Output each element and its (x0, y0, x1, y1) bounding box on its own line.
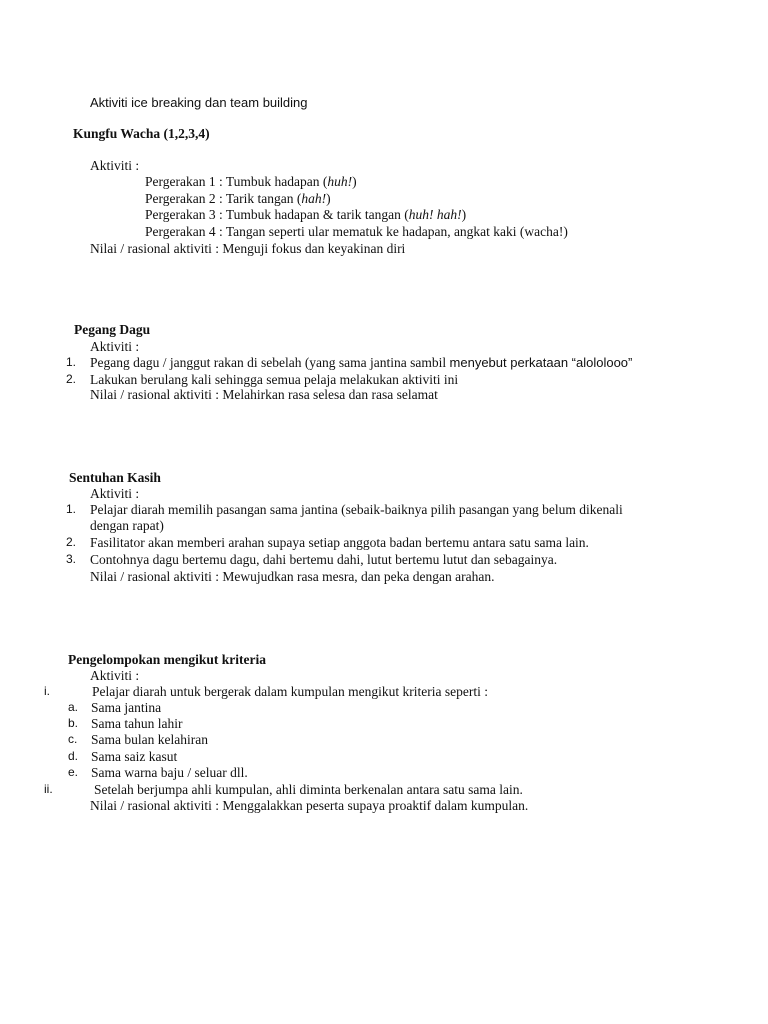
nilai-sentuhan: Nilai / rasional aktiviti : Mewujudkan rasa mesra, dan peka dengan arahan. (90, 569, 495, 584)
list-marker: 3. (66, 552, 77, 566)
list-marker: 2. (66, 535, 77, 549)
sub-list-item: Sama tahun lahir (91, 716, 183, 731)
move-3-close: ) (461, 207, 467, 222)
move-2-sound: hah! (301, 191, 327, 206)
aktiviti-label-pengelompokan: Aktiviti : (90, 668, 140, 683)
list-item: Contohnya dagu bertemu dagu, dahi bertemu dahi, lutut bertemu lutut dan sebagainya. (90, 552, 558, 567)
section-heading-sentuhan: Sentuhan Kasih (69, 470, 161, 485)
aktiviti-label-kungfu: Aktiviti : (90, 158, 140, 173)
section-heading-kungfu: Kungfu Wacha (1,2,3,4) (73, 126, 210, 141)
move-2 (145, 190, 331, 207)
list-item (90, 354, 632, 371)
move-4: Pergerakan 4 : Tangan seperti ular mematuk ke hadapan, angkat kaki (wacha!) (145, 224, 568, 239)
list-item: Pelajar diarah untuk bergerak dalam kumpulan mengikut kriteria seperti : (92, 684, 488, 699)
list-item: Setelah berjumpa ahli kumpulan, ahli diminta berkenalan antara satu sama lain. (94, 782, 523, 797)
sub-list-marker: a. (68, 700, 79, 714)
move-1-sound: huh! (327, 174, 353, 189)
sub-list-marker: e. (68, 765, 79, 779)
sub-list-item: Sama warna baju / seluar dll. (91, 765, 248, 780)
list-item: Fasilitator akan memberi arahan supaya setiap anggota badan bertemu antara satu sama lain. (90, 535, 589, 550)
sub-list-item: Sama saiz kasut (91, 749, 178, 764)
section-heading-pegang: Pegang Dagu (74, 322, 151, 337)
list-item: Lakukan berulang kali sehingga semua pelaja melakukan aktiviti ini (90, 372, 459, 387)
list-marker: ii. (44, 782, 53, 796)
list-marker: 2. (66, 372, 77, 386)
move-2-text: Pergerakan 2 : Tarik tangan ( (145, 191, 302, 206)
nilai-kungfu: Nilai / rasional aktiviti : Menguji fokus dan keyakinan diri (90, 241, 406, 256)
move-3-text: Pergerakan 3 : Tumbuk hadapan & tarik tangan ( (145, 207, 409, 222)
sub-list-marker: c. (68, 732, 78, 746)
move-1-close: ) (352, 174, 357, 189)
list-item: Pelajar diarah memilih pasangan sama jantina (sebaik-baiknya pilih pasangan yang belum dikenali (90, 502, 623, 517)
section-heading-pengelompokan: Pengelompokan mengikut kriteria (68, 652, 266, 667)
move-3 (145, 206, 466, 223)
sub-list-item: Sama bulan kelahiran (91, 732, 208, 747)
move-1 (145, 173, 357, 190)
list-marker: i. (44, 684, 50, 698)
aktiviti-label-sentuhan: Aktiviti : (90, 486, 140, 501)
sub-list-marker: b. (68, 716, 79, 730)
list-item-text: Pegang dagu / janggut rakan di sebelah (yang sama jantina sambil (90, 355, 450, 370)
move-3-sound: huh! hah! (408, 207, 462, 222)
sub-list-item: Sama jantina (91, 700, 162, 715)
sub-list-marker: d. (68, 749, 79, 763)
move-2-close: ) (326, 191, 331, 206)
aktiviti-label-pegang: Aktiviti : (90, 339, 140, 354)
list-item-text-sans: menyebut perkataan “alololooo” (449, 355, 633, 370)
nilai-pengelompokan: Nilai / rasional aktiviti : Menggalakkan peserta supaya proaktif dalam kumpulan. (90, 798, 529, 813)
list-item-continuation: dengan rapat) (90, 518, 164, 533)
document-title: Aktiviti ice breaking dan team building (90, 95, 308, 110)
list-marker: 1. (66, 355, 77, 369)
nilai-pegang: Nilai / rasional aktiviti : Melahirkan rasa selesa dan rasa selamat (90, 387, 438, 402)
list-marker: 1. (66, 502, 77, 516)
move-1-text: Pergerakan 1 : Tumbuk hadapan ( (145, 174, 328, 189)
